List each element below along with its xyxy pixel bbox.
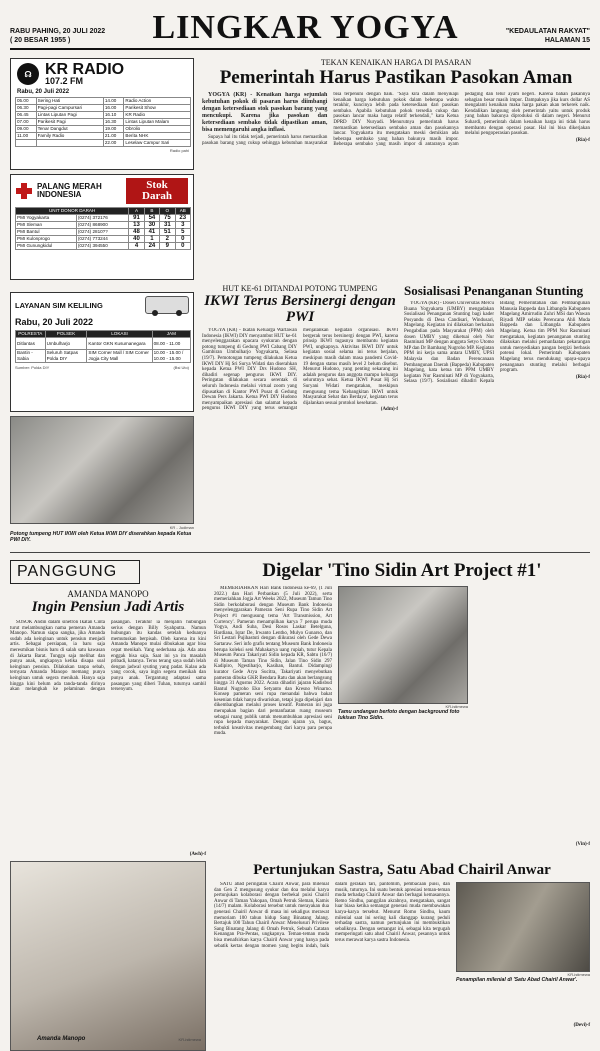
program-time: 19.00	[103, 126, 124, 133]
tino-body-right	[474, 586, 590, 856]
table-cell: Seluruh Satpas Polda DIY	[45, 350, 87, 363]
panggung-body: SOSOK Andin dalam sinetron Ikatan Cinta turut melambungkan nama pemeran Amanda Manopo. Namun siapa sangka, jika Amanda sudah ada keinginan untuk pensiun menjadi artis. Sebagai persiapan, ia baru saja meresmikan bisnis baru di salah satu kawasan di Jakarta Barat. Tunggu saja melihat dan punya anak, ungkapnya ketika disapa soal keinginan pensiun. Dilakukan tanpa sebab, ternyata Amanda Manopo memang punya keinginan untuk segera menikah. Hanya saja hingga kini belum ada tanda-tanda dirinya akan melangkah ke pelaminan dengan pasangan. Terakhir ia menjalin hubungan serius dengan Billy Syahputra. Namun hubungan itu kandas setelah keduanya memutuskan berpisah. Oleh karena itu kini Amanda Manopo mulai dibukakan agar bisa cepat menikah. Yang sederhana aja. Ada atau enggak bisa saja. Saat ini ya itu masalah pribadi, katanya. Terus terang saya sudah lelah dengan jadwal syuting yang padat. Kalau ada yang cocok, saya ingin segera menikah dan punya anak. Tergantung adaptasi sama pasangan yang diberi Tuhan, tuturnya sambil tersenyum.	[10, 620, 206, 693]
column-header: B	[144, 208, 159, 215]
program-name: Berita NHK	[124, 133, 191, 140]
table-row	[16, 215, 191, 222]
stock-cell: 31	[160, 222, 175, 229]
tino-article	[214, 560, 590, 860]
sim-note: (Bsi Uto)	[173, 365, 189, 370]
red-cross-icon	[16, 183, 32, 199]
stock-cell: 30	[144, 222, 159, 229]
sim-date: Rabu, 20 Juli 2022	[15, 317, 94, 327]
issue-date-jawa: ( 20 BESAR 1955 )	[10, 37, 71, 44]
unit-cell: PMI Yogyakarta	[16, 215, 77, 222]
ikwi-body-wrap	[202, 328, 398, 494]
program-name: Pagi-pagi Campursari	[36, 105, 103, 112]
table-header-row	[16, 331, 191, 338]
ikwi-photo	[10, 416, 194, 524]
table-cell: SIM Corner Mall / SIM Corner Jogja City Mall	[87, 350, 152, 363]
masthead-right-block	[506, 27, 590, 45]
stock-cell: 5	[175, 229, 190, 236]
kr-radio-date: Rabu, 20 Juli 2022	[17, 89, 70, 95]
stock-cell: 23	[175, 215, 190, 222]
stock-cell: 3	[175, 222, 190, 229]
chairil-photo-credit: KR-istimewa	[567, 972, 590, 977]
unit-cell: PMI Kulonprogo	[16, 236, 77, 243]
motto: "KEDAULATAN RAKYAT"	[505, 28, 590, 35]
bus-icon	[145, 296, 189, 314]
table-row	[16, 229, 191, 236]
stunting-headline: Sosialisasi Penanganan Stunting	[404, 283, 584, 298]
amanda-credit: KR-istimewa	[178, 1037, 201, 1042]
unit-cell: PMI Sleman	[16, 222, 77, 229]
ikwi-photo-caption: Potong tumpeng HUT IKWI oleh Ketua IKWI DIY diserahkan kepada Ketua PWI DIY.	[10, 531, 192, 543]
ikwi-kicker: HUT KE-61 DITANDAI POTONG TUMPENG	[222, 284, 378, 293]
stunting-signature: (Ria)-f	[575, 374, 590, 380]
program-name: Obrolio	[124, 126, 191, 133]
program-name: Parikesit Show	[124, 105, 191, 112]
stock-cell: 91	[129, 215, 144, 222]
column-header: POLRESTA	[16, 331, 46, 338]
sim-box	[10, 292, 194, 412]
tino-photo-caption: Tamu undangan berfoto dengan background foto lukisan Tino Sidin.	[338, 709, 460, 721]
stock-cell: 54	[144, 215, 159, 222]
table-row	[16, 133, 191, 140]
panggung-headline: Ingin Pensiun Jadi Artis	[31, 599, 185, 615]
panggung-section	[10, 560, 206, 1040]
unit-cell: (0274) 773244	[76, 236, 128, 243]
section-divider	[10, 552, 590, 553]
unit-cell: (0274) 372176	[76, 215, 128, 222]
kr-radio-logo: KR RADIO	[45, 61, 125, 78]
table-cell: Ditlantas	[16, 338, 46, 350]
chairil-body: SATU abad peringatan Chairil Anwar, para milenial dan Gen Z mengusung syukur dan doa melalui karya pertunjukan kolaborasi dengan berbekal puisi Chairil Anwar di Taman Yakopan, Omah Petruk Sleman, Kamis (14/7) malam. Kolaborasi tersebut untuk merayakan dua generasi Chairil Anwar di masa ini sekaligus merawat memoriam 100 tahun hidup Sang Binatang Jalang. Bertajuk 100 Tahun Chairil Anwar: Menelusuri Privilese Sang Binatang Jalang di Omah Petruk, Sebuah Catatan Kenangan Pra-Pentas, ungkapnya. Teman-teman muda bisa menafsirkan karya Chairil Anwar yang hanya pada sebatik kertas dengan momen yang begitu indah, baik dalam gerakan tari, pantomim, pembacaan puisi, dan musik, tuturnya. Ini suatu bentuk apresiasi teman-teman muda terhadap Chairil Anwar dan berbagai kemasannya. Remo Sindhu, panggilan akrabnya, mengatakan, sangat luar biasa ketika semangat generasi muda membawakan karya-karya tersebut. Menurut Romo Sindhu, kaum milenial saat ini sering kali dianggap kurang peduli terhadap sastra, namun pertunjukan ini membuktikan sebaliknya. Dengan semangat ini, sebagai kita tergugah memperingati satu abad Chairil Anwar, pesannya untuk terus merawat karya sastra Indonesia.	[214, 882, 450, 949]
column-header: AB	[175, 208, 190, 215]
stock-cell: 2	[160, 236, 175, 243]
lead-lede: YOGYA (KR) - Kenaikan harga sejumlah kebutuhan pokok di pasaran harus diimbangi dengan ketersediaan stok pasokan barang yang mencukupi. Karena jika pasokan dan ketersediaan sembako tidak dipastikan aman, bisa memengaruhi angka inflasi.	[202, 92, 328, 133]
unit-cell: PMI Gunungkidul	[16, 243, 77, 250]
column-header: UNIT DONOR DARAH	[16, 208, 129, 215]
table-cell: Bantin - Sabia	[16, 350, 46, 363]
kr-radio-credit: Radio pahi	[169, 148, 189, 153]
stock-cell: 9	[160, 243, 175, 250]
unit-cell: (0274) 2810??	[76, 229, 128, 236]
unit-cell: PMI Bantul	[16, 229, 77, 236]
program-name: Lintas Liputan Malam	[124, 119, 191, 126]
amanda-photo	[10, 861, 206, 1051]
table-row	[16, 243, 191, 250]
lead-article	[202, 58, 590, 280]
program-time: 14.00	[103, 98, 124, 105]
stock-cell: 40	[129, 236, 144, 243]
lead-signature: (Ria)-f	[575, 137, 590, 143]
table-row	[16, 236, 191, 243]
chairil-photo	[456, 882, 590, 972]
table-cell: 10.00 - 15.00 / 10.00 - 15.00	[152, 350, 190, 363]
lead-kicker: TEKAN KENAIKAN HARGA DI PASARAN	[320, 58, 472, 67]
table-row	[16, 98, 191, 105]
program-time: 06.30	[16, 105, 37, 112]
sim-title: LAYANAN SIM KELILING	[15, 300, 103, 310]
masthead-date-block	[10, 27, 105, 45]
column-header: POLSEK	[45, 331, 87, 338]
tino-photo	[338, 586, 468, 704]
stock-cell: 75	[160, 215, 175, 222]
program-time: 22.00	[103, 140, 124, 147]
blood-stock-table	[15, 207, 191, 250]
radio-schedule-table	[15, 97, 191, 147]
stunting-body: YOGYA (KR) - Dosen Universitas Mercu Buana Yogyakarta (UMBY) mengadakan Sosialisasi Penanganan Stunting bagi kader Posyandu di Desa Candisari, Windusari, Magelang. Kegiatan ini dilakukan berkaitan Pengabdian pada Masyarakat (PPM) oleh dosen UMBY yang diketuai oleh Nur Rasminati MP dengan anggota Setyo Utomo MP dan Dr Bambang Nugroho MP. Kegiatan PPM ini kerja sama antara UMBY, UPSI Malaysia dan Badan Perencanaan Pembangunan Daerah (Bappeda) Kabupaten Magelang, kata ketua tim PPM UMBY kegiatan Nur Rasminati MP di Yogyakarta, Selasa (19/7). Sosialisasi dihadiri Kepala Bidang Pemerintahan dan Pembangunan Manusia Bappeda dan Litbangda Kabupaten Magelang Amirrudin Zuhri MSi dan Wawan Riyadi MIP selaku Perencana Ahli Muda Bappeda dan Litbangda Kabupaten Magelang. Ketua tim PPM Nur Rasminati mengatakan, kegiatan penanganan stunting dilakukan melalui pemanfaatan pekarangan untuk menyediakan pangan bergizi berbasis potensi lokal. Pemerintah Kabupaten Magelang terus mendukung upaya-upaya penanganan stunting melalui berbagai program.	[404, 301, 590, 385]
ikwi-signature: (Adm)-f	[380, 407, 398, 413]
lead-headline: Pemerintah Harus Pastikan Pasokan Aman	[219, 67, 573, 88]
kr-radio-logo-icon: ☊	[17, 63, 39, 85]
tino-photo-col	[338, 586, 468, 856]
panggung-label: PANGGUNG	[10, 560, 140, 584]
column-header: A	[129, 208, 144, 215]
program-time: 05.00	[16, 98, 37, 105]
table-header-row	[16, 208, 191, 215]
stock-cell: 48	[129, 229, 144, 236]
kr-radio-box	[10, 58, 194, 170]
tino-signature: (Vin)-f	[575, 842, 590, 847]
program-name: Lintas Liputan Pagi	[36, 112, 103, 119]
panggung-kicker: AMANDA MANOPO	[67, 589, 149, 599]
unit-cell: (0274) 868900	[76, 222, 128, 229]
program-time: 16.00	[103, 105, 124, 112]
stock-cell: 0	[175, 243, 190, 250]
program-time	[16, 140, 37, 147]
panggung-signature: (Awh)-f	[189, 852, 206, 857]
table-row	[16, 105, 191, 112]
newspaper-title: LINGKAR YOGYA	[152, 9, 459, 46]
stock-cell: 24	[144, 243, 159, 250]
program-name: Leselaw Campur Sari	[124, 140, 191, 147]
tino-body: MEMERIAHKAN Hari Bank Indonesia ke-69, (1 Juli 2022.) dan Hari Perbankan (5 Juli 2022), serta memeriahkan Jogja Art Weeks 2022, Museum Tamun Tino Sidin berkolaborasi dengan Museum Bank Indonesia menyelenggarakan Pameran Seni Rupa Tino Sidin Art Project #1 mengusung tema 'Art Transmission, Art Currency'. Pameran menampilkan karya 7 perupa muda Yogya, Andi Suba, Desi Rosos Laskar Betelguna, Hardiana, Iqrar De, Irwanto Lentho, Mulyo Gunarso, dan Sri Lestari Pujihastuti dengan diikurasi oleh Gede Dewa Sartaraw. Seri info grafis tentang Museum Bank Indonesia berupa koleksi seni Mahakarya uang rupiah, tutur Kepala Museum Panca Takariyati Sidin kepada KR, Sabtu (16/7) di Museum Taman Tino Sidin, Jalan Tino Sidin 297 Kadipiro, Ngestiharjo, Kasihan, Bantul. Didampingi kurator Gede Arya Sucitra, Takariyati menyebutkan pameran dibuka GKR Bendara Ratu dan akan berlangsung hingga 31 Agustus 2022. Acara dihadiri jajaran Kadisbud Bantul Nugroho Eko Setyanto dan Kresno Winarno. Konsep pameran seni rupa menandai bahwa bakat kesenian tidak hanya diwariskan, tetapi juga dipelajari dan dikembangkan melalui proses kreatif. Pameran ini juga merupakan bagian dari pemanfaatan ruang museum sebagai ruang publik untuk menumbuhkan apresiasi seni rupa kepada masyarakat. Dengan ujaran ya, bagus, terbukti kreativitas mengembang dari karya para perupa muda.	[214, 586, 332, 737]
chairil-photo-caption: Penampilan milenial di 'Satu Abad Chairil Anwar'.	[456, 977, 578, 983]
stunting-article	[404, 284, 590, 544]
stock-cell: 1	[144, 236, 159, 243]
lead-body-wrap	[202, 92, 590, 282]
program-name: Parikesit Pagi	[36, 119, 103, 126]
program-time: 16.10	[103, 112, 124, 119]
program-name: Sering Hati	[36, 98, 103, 105]
table-row	[16, 222, 191, 229]
stunting-body-wrap	[404, 301, 590, 537]
lead-body: Supaya hal itu tidak terjadi, pemerintah harus memastikan pasokan barang yang cukup sehingga kebutuhan masyarakat bisa terpenuhi dengan baik. "Saya kira dalam menyikapi kenaikan harga kebutuhan pokok dalam beberapa waktu terakhir, kuncinya lebih pada ketersediaan dari pasokan sembako. Apabila kebutuhan pokok tersedia cukup dan pasokan lancar maka harga relatif terkendali," kata Ketua DPRD DIY Nuryadi. Menurutnya pemerintah harus memastikan ketersediaan sembako aman dan pasokannya lancar. Yogyakarta itu mengatakan meski demikian ada beberapa sembako yang bahan bakunya masih impor. Beberapa sembako yang masih impor di antaranya ayam pedaging dan telur ayam negeri. Karena bahan pakannya sebagian besar masih impor. Dampaknya jika kurs dollar AS mengalami kenaikan maka harga pakan akan terkerek naik. Kendalikan langsung oleh pemerintah yaitu untuk produk yang bahan bakunya diproduksi di dalam negeri. Menurut Suhardi, pemerintah dalam kenaikan harga ini tidak harus membantu dengan operasi pasar. Hal ini bisa dikerjakan melalui pengoperasian pasokan.	[202, 92, 590, 148]
program-time: 21.00	[103, 133, 124, 140]
stock-cell: 4	[129, 243, 144, 250]
column-header: JAM	[152, 331, 190, 338]
table-row	[16, 126, 191, 133]
pmi-box	[10, 174, 194, 280]
tino-body-left	[214, 586, 332, 856]
table-cell: Kantor GKN Kusumanegara	[87, 338, 152, 350]
pmi-title: PALANG MERAH INDONESIA	[37, 182, 102, 199]
stock-cell: 13	[129, 222, 144, 229]
chairil-headline: Pertunjukan Sastra, Satu Abad Chairil Anwar	[253, 862, 551, 878]
chairil-photo-col	[456, 882, 590, 1040]
stock-cell: 51	[160, 229, 175, 236]
program-name: Family Radio	[36, 133, 103, 140]
column-header: O	[160, 208, 175, 215]
unit-cell: (0274) 394550	[76, 243, 128, 250]
sim-source: Sumber: Polda DIY	[15, 365, 50, 370]
table-row	[16, 350, 191, 363]
masthead	[10, 6, 590, 50]
ikwi-photo-credit: KR - Judiman	[169, 525, 194, 530]
stok-darah-badge: Stok Darah	[126, 178, 188, 204]
panggung-body-wrap	[10, 620, 206, 850]
table-row	[16, 112, 191, 119]
tino-photo-credit: KR-istimewa	[445, 704, 468, 709]
ikwi-article	[202, 284, 398, 474]
chairil-body-wrap	[214, 882, 450, 1040]
issue-date: RABU PAHING, 20 JULI 2022	[10, 28, 106, 35]
program-time: 16.30	[103, 119, 124, 126]
program-name	[36, 140, 103, 147]
stock-cell: 41	[144, 229, 159, 236]
amanda-caption: Amanda Manopo	[37, 1036, 86, 1042]
table-row	[16, 119, 191, 126]
sim-schedule-table	[15, 330, 191, 363]
table-cell: 08.00 - 11.00	[152, 338, 190, 350]
program-time: 06.45	[16, 112, 37, 119]
program-name: Radio Action	[124, 98, 191, 105]
column-header: LOKASI	[87, 331, 152, 338]
table-row	[16, 338, 191, 350]
program-name: Tenar Dangdut	[36, 126, 103, 133]
program-time: 11.00	[16, 133, 37, 140]
program-name: KR Radio	[124, 112, 191, 119]
ikwi-body: YOGYA (KR) - Ikatan Keluarga Wartawan Indonesia (IKWI) DIY menyambut HUT ke-61 menyelenggarakan upacara syukuran dengan potong tumpeng di Gedung PWI Cabang DIY Gambiran Umbulharjo Yogyakarta, Selasa (19/7). Pemotongan tumpeng dilakukan Ketua IKWI DIY Hj Sri Surya Widati dan diserahkan kepada Ketua PWI DIY Drs Hudono SH, dihadiri segenap pengurus IKWI DIY. Peringatan dilakukan secara serentak di seluruh Indonesia melalui virtual zoom yang dipusatkan di Kantor PWI Pusat di Gedung Dewan Pers Jakarta. Ketua PWI DIY Hudono menyampaikan apresiasi dan salamat kepada pengurus IKWI DIY yang terus semangat menjalankan kegiatan organisasi. IKWI bergerak terus bersinergi dengan PWI, karena prinsip IKWI tugasnya membantu kegiatan PWI, ungkapnya. Aktivitas IKWI DIY untuk kegiatan sosial selama ini terus berjalan, meskipun masih dalam masa pandemi Covid-19 dengan status masih level 2 belum disebut. Menurut Hudono, yang penting sekarang ini adalah pengurus dan anggota mampu keluarga selurutnya sehat. Ketua IKWI Pusat Hj Sri Suryani Widati mengatakan, meskipun mengusung tema 'Kebangkitan IKWI untuk Masyarakat Sehat dan Berdaya', kegiatan terus dijalankan sesuai protokol kesehatan.	[202, 328, 398, 412]
tino-headline: Digelar 'Tino Sidin Art Project #1'	[262, 560, 542, 581]
chairil-signature: (Devi)-f	[573, 1023, 590, 1028]
table-row	[16, 140, 191, 147]
program-time: 07.00	[16, 119, 37, 126]
chairil-article	[214, 862, 590, 1042]
stock-cell: 0	[175, 236, 190, 243]
kr-radio-freq: 107.2 FM	[45, 76, 84, 86]
table-cell: Umbulharjo	[45, 338, 87, 350]
ikwi-headline: IKWI Terus Bersinergi dengan PWI	[204, 293, 396, 325]
page-number: HALAMAN 15	[544, 37, 590, 44]
program-time: 09.00	[16, 126, 37, 133]
